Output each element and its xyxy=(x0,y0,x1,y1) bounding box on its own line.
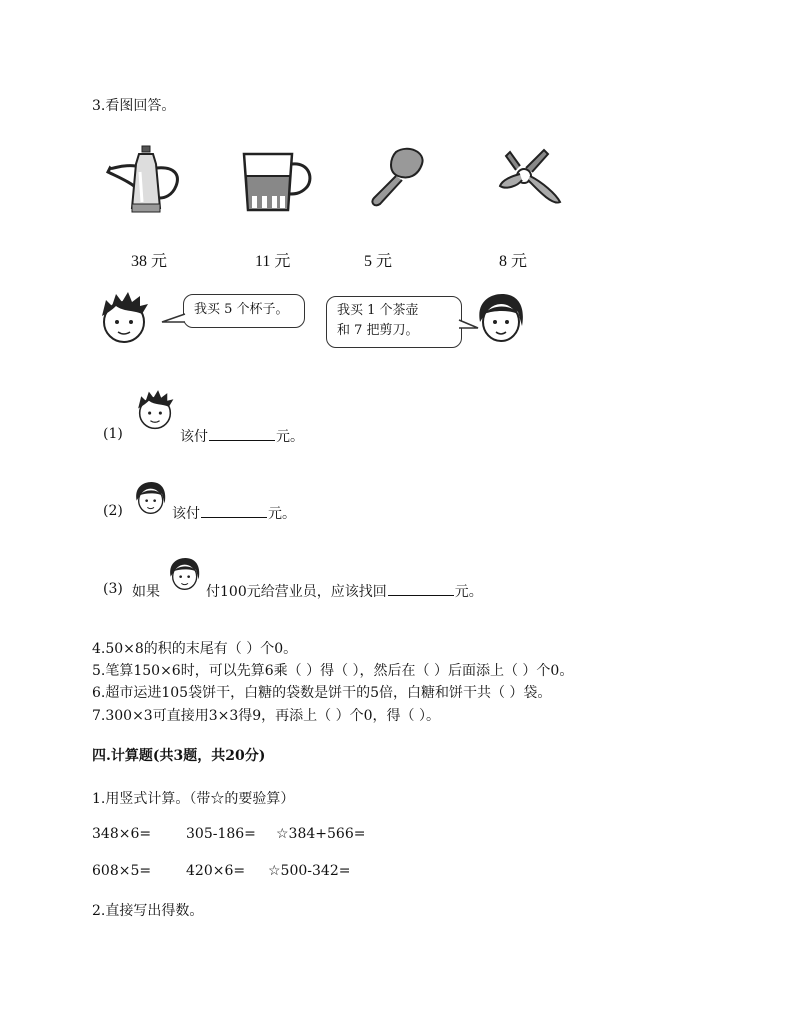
sub3-lead: 如果 xyxy=(132,584,160,600)
trowel-icon xyxy=(366,146,428,210)
teapot-price: 38 元 xyxy=(131,253,168,270)
sub2-line xyxy=(172,503,296,523)
calc-item: 348×6= xyxy=(92,826,152,842)
cup-price: 11 元 xyxy=(255,253,291,270)
scissors-price: 8 元 xyxy=(499,253,528,270)
trowel-price: 5 元 xyxy=(364,253,393,270)
sub2-number: (2) xyxy=(103,503,123,519)
question-7: 7.300×3可直接用3×3得9，再添上（ ）个0，得（ ）。 xyxy=(92,708,440,724)
boy-small-icon xyxy=(132,388,178,432)
girl-small-icon-2 xyxy=(164,556,204,592)
sub1-post: 元。 xyxy=(276,429,304,445)
boy-speech-bubble xyxy=(183,294,305,328)
scissors-icon xyxy=(498,146,564,210)
sub1-answer-blank[interactable] xyxy=(209,426,275,441)
question-3-title: 3.看图回答。 xyxy=(92,98,176,114)
sub3-pre: 付100元给营业员，应该找回 xyxy=(206,584,387,600)
calc-item: ☆500-342= xyxy=(268,863,351,879)
sub3-number: (3) xyxy=(103,581,123,597)
girl-speech-line1: 我买 1 个茶壶 xyxy=(337,303,419,318)
cup-icon xyxy=(240,150,316,216)
sub1-pre: 该付 xyxy=(180,429,208,445)
question-6: 6.超市运进105袋饼干，白糖的袋数是饼干的5倍，白糖和饼干共（ ）袋。 xyxy=(92,685,552,701)
sub1-line xyxy=(180,426,304,446)
girl-avatar xyxy=(470,292,530,344)
boy-bubble-tail xyxy=(160,312,186,326)
question-4: 4.50×8的积的末尾有（ ）个0。 xyxy=(92,641,298,657)
sub3-answer-blank[interactable] xyxy=(388,581,454,596)
boy-avatar xyxy=(94,292,154,344)
girl-small-icon xyxy=(130,480,170,516)
sub3-post: 元。 xyxy=(454,584,483,600)
sub2-post: 元。 xyxy=(268,506,296,522)
teapot-icon xyxy=(106,142,186,218)
calc-item: 608×5= xyxy=(92,863,152,879)
sub2-answer-blank[interactable] xyxy=(201,503,267,518)
calc-item: 305-186= xyxy=(186,826,256,842)
sub1-number: (1) xyxy=(103,426,123,442)
sub3-line xyxy=(206,581,483,601)
question-5: 5.笔算150×6时，可以先算6乘（ ）得（ ），然后在（ ）后面添上（ ）个0。 xyxy=(92,663,574,679)
calc-item: 420×6= xyxy=(186,863,246,879)
girl-speech-line2: 和 7 把剪刀。 xyxy=(337,323,419,338)
section-4-heading: 四.计算题(共3题，共20分) xyxy=(92,748,266,764)
calc-question-2: 2.直接写出得数。 xyxy=(92,903,204,919)
girl-speech-bubble xyxy=(326,296,462,348)
calc-question-1: 1.用竖式计算。（带☆的要验算） xyxy=(92,791,295,807)
boy-speech-text: 我买 5 个杯子。 xyxy=(194,302,289,317)
calc-item: ☆384+566= xyxy=(276,826,366,842)
sub2-pre: 该付 xyxy=(172,506,200,522)
